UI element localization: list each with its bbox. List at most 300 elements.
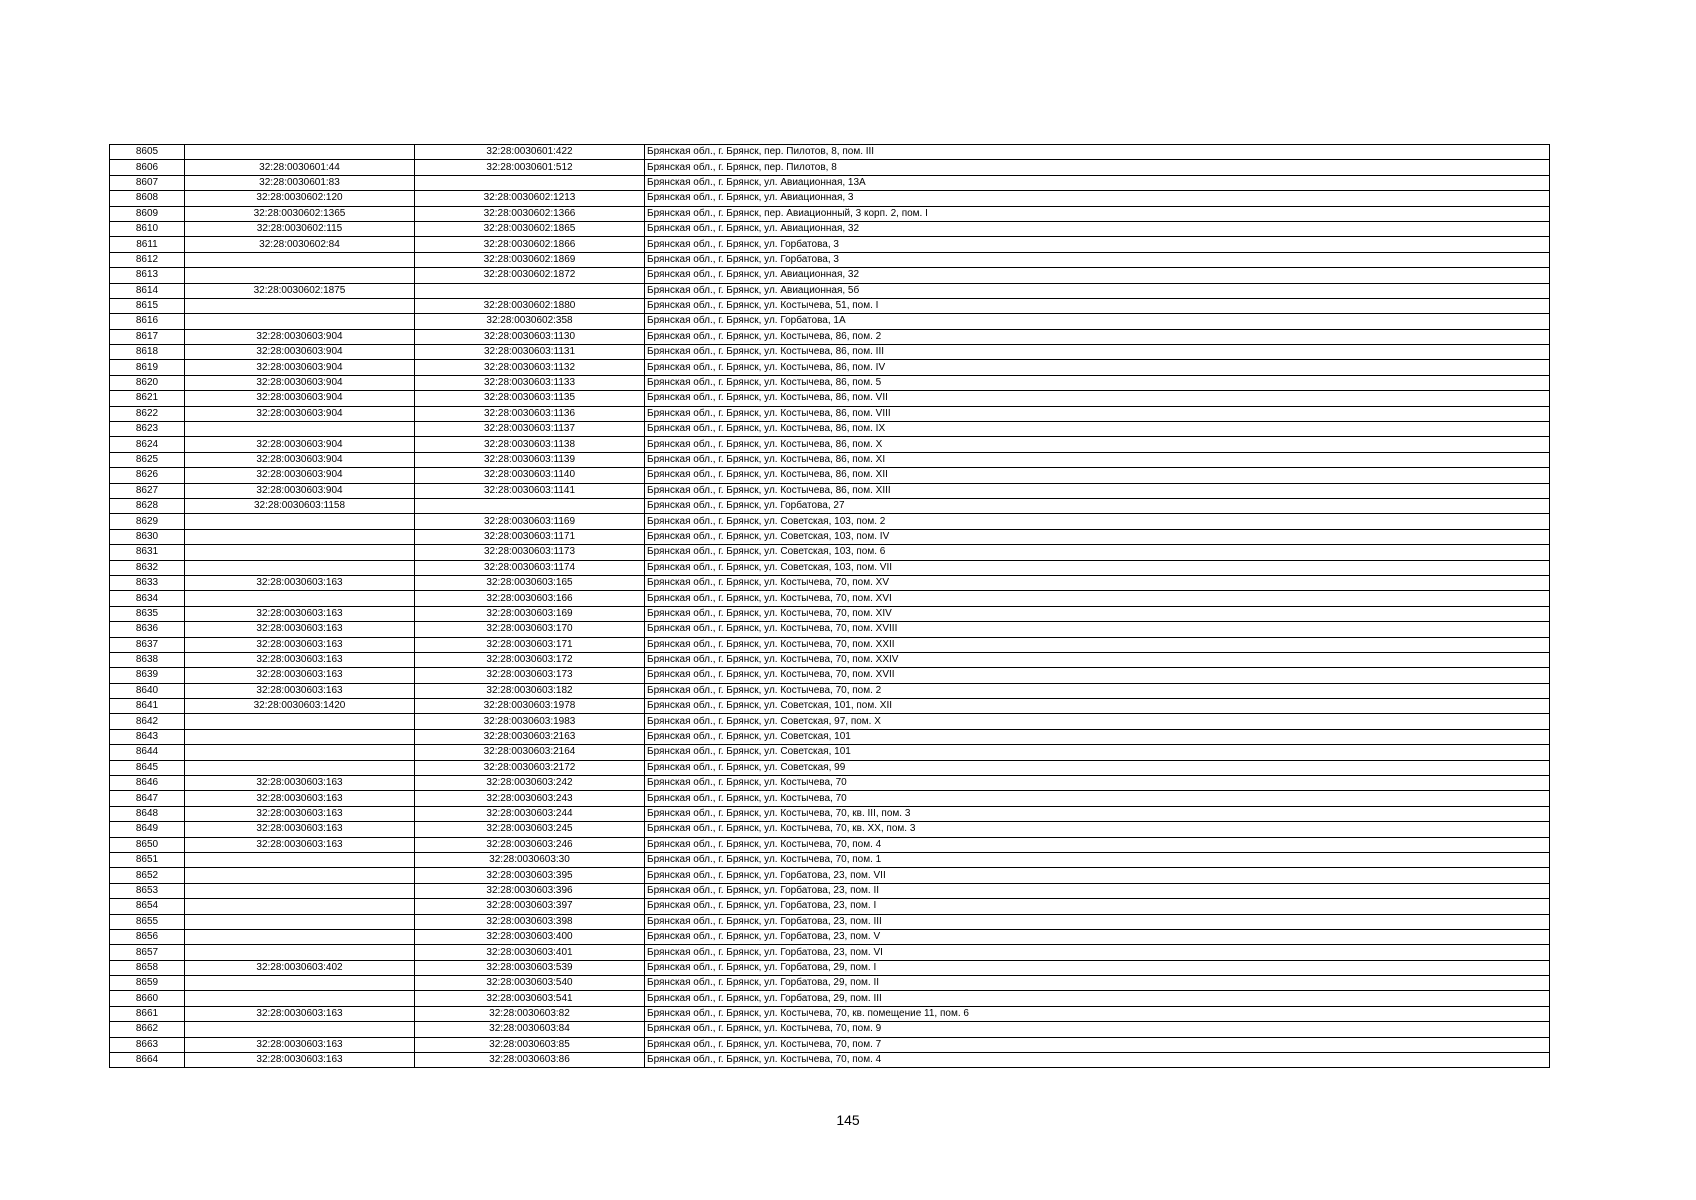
row-number-cell: 8619 xyxy=(110,360,185,375)
parent-cadastral-number-cell xyxy=(185,529,415,544)
cadastral-number-cell: 32:28:0030603:2164 xyxy=(415,745,645,760)
cadastral-number-cell xyxy=(415,498,645,513)
address-cell: Брянская обл., г. Брянск, ул. Горбатова, 23, пом. VII xyxy=(645,868,1550,883)
address-cell: Брянская обл., г. Брянск, ул. Костычева, 86, пом. IX xyxy=(645,422,1550,437)
row-number-cell: 8658 xyxy=(110,960,185,975)
address-cell: Брянская обл., г. Брянск, ул. Костычева, 86, пом. XIII xyxy=(645,483,1550,498)
row-number-cell: 8611 xyxy=(110,237,185,252)
parent-cadastral-number-cell xyxy=(185,991,415,1006)
parent-cadastral-number-cell: 32:28:0030603:904 xyxy=(185,345,415,360)
parent-cadastral-number-cell: 32:28:0030603:904 xyxy=(185,437,415,452)
table-row xyxy=(110,745,1550,760)
cadastral-number-cell: 32:28:0030602:1880 xyxy=(415,298,645,313)
row-number-cell: 8640 xyxy=(110,683,185,698)
row-number-cell: 8625 xyxy=(110,452,185,467)
parent-cadastral-number-cell xyxy=(185,745,415,760)
table-row xyxy=(110,345,1550,360)
table-row xyxy=(110,1037,1550,1052)
row-number-cell: 8643 xyxy=(110,729,185,744)
address-cell: Брянская обл., г. Брянск, ул. Костычева, 86, пом. XI xyxy=(645,452,1550,467)
row-number-cell: 8648 xyxy=(110,806,185,821)
row-number-cell: 8644 xyxy=(110,745,185,760)
address-cell: Брянская обл., г. Брянск, ул. Костычева, 70, пом. 1 xyxy=(645,852,1550,867)
cadastral-number-cell: 32:28:0030603:245 xyxy=(415,822,645,837)
cadastral-number-cell: 32:28:0030601:422 xyxy=(415,145,645,160)
cadastral-number-cell xyxy=(415,175,645,190)
parent-cadastral-number-cell xyxy=(185,976,415,991)
address-cell: Брянская обл., г. Брянск, ул. Авиационная, 3 xyxy=(645,191,1550,206)
parent-cadastral-number-cell: 32:28:0030603:163 xyxy=(185,776,415,791)
table-row xyxy=(110,422,1550,437)
table-row xyxy=(110,483,1550,498)
table-row xyxy=(110,945,1550,960)
address-cell: Брянская обл., г. Брянск, ул. Костычева, 70, пом. XXIV xyxy=(645,652,1550,667)
cadastral-number-cell: 32:28:0030603:172 xyxy=(415,652,645,667)
table-row xyxy=(110,868,1550,883)
address-cell: Брянская обл., г. Брянск, ул. Советская, 103, пом. VII xyxy=(645,560,1550,575)
cadastral-number-cell: 32:28:0030603:85 xyxy=(415,1037,645,1052)
cadastral-number-cell: 32:28:0030603:1137 xyxy=(415,422,645,437)
row-number-cell: 8626 xyxy=(110,468,185,483)
address-cell: Брянская обл., г. Брянск, ул. Советская, 101 xyxy=(645,745,1550,760)
cadastral-number-cell: 32:28:0030603:1139 xyxy=(415,452,645,467)
row-number-cell: 8660 xyxy=(110,991,185,1006)
parent-cadastral-number-cell: 32:28:0030603:163 xyxy=(185,1037,415,1052)
row-number-cell: 8649 xyxy=(110,822,185,837)
address-cell: Брянская обл., г. Брянск, ул. Костычева, 70, пом. XXII xyxy=(645,637,1550,652)
row-number-cell: 8639 xyxy=(110,668,185,683)
row-number-cell: 8635 xyxy=(110,606,185,621)
table-row xyxy=(110,976,1550,991)
parent-cadastral-number-cell: 32:28:0030603:163 xyxy=(185,837,415,852)
cadastral-number-cell: 32:28:0030603:540 xyxy=(415,976,645,991)
parent-cadastral-number-cell: 32:28:0030603:904 xyxy=(185,329,415,344)
table-row xyxy=(110,160,1550,175)
row-number-cell: 8617 xyxy=(110,329,185,344)
parent-cadastral-number-cell: 32:28:0030601:44 xyxy=(185,160,415,175)
table-row xyxy=(110,406,1550,421)
table-row xyxy=(110,145,1550,160)
table-row xyxy=(110,899,1550,914)
table-body xyxy=(110,145,1550,1068)
row-number-cell: 8654 xyxy=(110,899,185,914)
cadastral-number-cell: 32:28:0030603:30 xyxy=(415,852,645,867)
table-row xyxy=(110,575,1550,590)
row-number-cell: 8622 xyxy=(110,406,185,421)
cadastral-number-cell: 32:28:0030603:1136 xyxy=(415,406,645,421)
address-cell: Брянская обл., г. Брянск, ул. Костычева, 70, пом. XIV xyxy=(645,606,1550,621)
table-row xyxy=(110,529,1550,544)
table-row xyxy=(110,375,1550,390)
table-row xyxy=(110,822,1550,837)
address-cell: Брянская обл., г. Брянск, ул. Костычева, 70, пом. 4 xyxy=(645,1053,1550,1068)
cadastral-number-cell: 32:28:0030603:1131 xyxy=(415,345,645,360)
cadastral-number-cell: 32:28:0030603:84 xyxy=(415,1022,645,1037)
parent-cadastral-number-cell: 32:28:0030603:904 xyxy=(185,468,415,483)
cadastral-number-cell: 32:28:0030603:539 xyxy=(415,960,645,975)
row-number-cell: 8621 xyxy=(110,391,185,406)
cadastral-number-cell: 32:28:0030603:395 xyxy=(415,868,645,883)
parent-cadastral-number-cell xyxy=(185,560,415,575)
address-cell: Брянская обл., г. Брянск, ул. Горбатова, 27 xyxy=(645,498,1550,513)
parent-cadastral-number-cell xyxy=(185,514,415,529)
row-number-cell: 8633 xyxy=(110,575,185,590)
cadastral-number-cell: 32:28:0030603:541 xyxy=(415,991,645,1006)
parent-cadastral-number-cell: 32:28:0030603:904 xyxy=(185,360,415,375)
row-number-cell: 8630 xyxy=(110,529,185,544)
registry-table xyxy=(109,144,1550,1068)
parent-cadastral-number-cell xyxy=(185,868,415,883)
table-row xyxy=(110,699,1550,714)
table-row xyxy=(110,206,1550,221)
cadastral-number-cell: 32:28:0030603:396 xyxy=(415,883,645,898)
table-row xyxy=(110,1053,1550,1068)
cadastral-number-cell: 32:28:0030603:243 xyxy=(415,791,645,806)
address-cell: Брянская обл., г. Брянск, ул. Костычева, 70, пом. 7 xyxy=(645,1037,1550,1052)
cadastral-number-cell: 32:28:0030603:1132 xyxy=(415,360,645,375)
cadastral-number-cell: 32:28:0030603:1135 xyxy=(415,391,645,406)
row-number-cell: 8645 xyxy=(110,760,185,775)
cadastral-number-cell: 32:28:0030602:1869 xyxy=(415,252,645,267)
address-cell: Брянская обл., г. Брянск, ул. Костычева, 86, пом. X xyxy=(645,437,1550,452)
parent-cadastral-number-cell: 32:28:0030603:1420 xyxy=(185,699,415,714)
parent-cadastral-number-cell xyxy=(185,252,415,267)
row-number-cell: 8615 xyxy=(110,298,185,313)
row-number-cell: 8616 xyxy=(110,314,185,329)
table-row xyxy=(110,729,1550,744)
parent-cadastral-number-cell: 32:28:0030603:904 xyxy=(185,452,415,467)
cadastral-number-cell: 32:28:0030603:169 xyxy=(415,606,645,621)
address-cell: Брянская обл., г. Брянск, ул. Горбатова, 3 xyxy=(645,252,1550,267)
address-cell: Брянская обл., г. Брянск, ул. Костычева, 86, пом. XII xyxy=(645,468,1550,483)
row-number-cell: 8646 xyxy=(110,776,185,791)
parent-cadastral-number-cell: 32:28:0030603:163 xyxy=(185,806,415,821)
row-number-cell: 8627 xyxy=(110,483,185,498)
table-row xyxy=(110,914,1550,929)
row-number-cell: 8607 xyxy=(110,175,185,190)
address-cell: Брянская обл., г. Брянск, ул. Горбатова, 3 xyxy=(645,237,1550,252)
parent-cadastral-number-cell: 32:28:0030603:163 xyxy=(185,606,415,621)
row-number-cell: 8652 xyxy=(110,868,185,883)
address-cell: Брянская обл., г. Брянск, ул. Горбатова, 29, пом. II xyxy=(645,976,1550,991)
row-number-cell: 8632 xyxy=(110,560,185,575)
parent-cadastral-number-cell: 32:28:0030603:163 xyxy=(185,791,415,806)
parent-cadastral-number-cell xyxy=(185,760,415,775)
table-row xyxy=(110,268,1550,283)
table-row xyxy=(110,714,1550,729)
table-row xyxy=(110,776,1550,791)
address-cell: Брянская обл., г. Брянск, ул. Костычева, 70 xyxy=(645,791,1550,806)
address-cell: Брянская обл., г. Брянск, ул. Костычева, 70, пом. XV xyxy=(645,575,1550,590)
table-row xyxy=(110,498,1550,513)
table-row xyxy=(110,175,1550,190)
table-row xyxy=(110,960,1550,975)
parent-cadastral-number-cell xyxy=(185,314,415,329)
address-cell: Брянская обл., г. Брянск, ул. Авиационная, 5б xyxy=(645,283,1550,298)
table-row xyxy=(110,560,1550,575)
cadastral-number-cell: 32:28:0030603:398 xyxy=(415,914,645,929)
cadastral-number-cell: 32:28:0030603:166 xyxy=(415,591,645,606)
cadastral-number-cell: 32:28:0030603:171 xyxy=(415,637,645,652)
table-row xyxy=(110,883,1550,898)
cadastral-number-cell: 32:28:0030603:1138 xyxy=(415,437,645,452)
table-row xyxy=(110,806,1550,821)
address-cell: Брянская обл., г. Брянск, ул. Советская, 103, пом. IV xyxy=(645,529,1550,544)
parent-cadastral-number-cell: 32:28:0030602:120 xyxy=(185,191,415,206)
address-cell: Брянская обл., г. Брянск, ул. Костычева, 70, пом. 4 xyxy=(645,837,1550,852)
row-number-cell: 8609 xyxy=(110,206,185,221)
address-cell: Брянская обл., г. Брянск, ул. Горбатова, 29, пом. I xyxy=(645,960,1550,975)
address-cell: Брянская обл., г. Брянск, ул. Костычева, 70, пом. 2 xyxy=(645,683,1550,698)
address-cell: Брянская обл., г. Брянск, ул. Костычева, 86, пом. VII xyxy=(645,391,1550,406)
row-number-cell: 8662 xyxy=(110,1022,185,1037)
cadastral-number-cell: 32:28:0030603:1173 xyxy=(415,545,645,560)
cadastral-number-cell: 32:28:0030603:1171 xyxy=(415,529,645,544)
table-row xyxy=(110,514,1550,529)
parent-cadastral-number-cell: 32:28:0030602:1875 xyxy=(185,283,415,298)
cadastral-number-cell: 32:28:0030603:246 xyxy=(415,837,645,852)
parent-cadastral-number-cell: 32:28:0030603:402 xyxy=(185,960,415,975)
table-row xyxy=(110,391,1550,406)
address-cell: Брянская обл., г. Брянск, ул. Советская, 101, пом. XII xyxy=(645,699,1550,714)
row-number-cell: 8655 xyxy=(110,914,185,929)
parent-cadastral-number-cell xyxy=(185,268,415,283)
row-number-cell: 8612 xyxy=(110,252,185,267)
parent-cadastral-number-cell: 32:28:0030603:1158 xyxy=(185,498,415,513)
address-cell: Брянская обл., г. Брянск, ул. Горбатова, 1А xyxy=(645,314,1550,329)
row-number-cell: 8608 xyxy=(110,191,185,206)
table-row xyxy=(110,622,1550,637)
table-row xyxy=(110,637,1550,652)
page-number: 145 xyxy=(836,1112,860,1128)
parent-cadastral-number-cell xyxy=(185,422,415,437)
cadastral-number-cell: 32:28:0030603:401 xyxy=(415,945,645,960)
parent-cadastral-number-cell: 32:28:0030603:904 xyxy=(185,391,415,406)
cadastral-number-cell: 32:28:0030602:1866 xyxy=(415,237,645,252)
cadastral-number-cell: 32:28:0030603:2163 xyxy=(415,729,645,744)
cadastral-number-cell: 32:28:0030603:86 xyxy=(415,1053,645,1068)
row-number-cell: 8638 xyxy=(110,652,185,667)
table-row xyxy=(110,991,1550,1006)
cadastral-number-cell: 32:28:0030603:165 xyxy=(415,575,645,590)
table-row xyxy=(110,606,1550,621)
address-cell: Брянская обл., г. Брянск, ул. Костычева, 70, пом. XVIII xyxy=(645,622,1550,637)
row-number-cell: 8641 xyxy=(110,699,185,714)
cadastral-number-cell: 32:28:0030603:182 xyxy=(415,683,645,698)
parent-cadastral-number-cell xyxy=(185,883,415,898)
cadastral-number-cell: 32:28:0030603:397 xyxy=(415,899,645,914)
parent-cadastral-number-cell xyxy=(185,298,415,313)
cadastral-number-cell: 32:28:0030602:1366 xyxy=(415,206,645,221)
row-number-cell: 8651 xyxy=(110,852,185,867)
parent-cadastral-number-cell xyxy=(185,899,415,914)
parent-cadastral-number-cell: 32:28:0030603:163 xyxy=(185,1006,415,1021)
cadastral-number-cell: 32:28:0030603:1133 xyxy=(415,375,645,390)
parent-cadastral-number-cell: 32:28:0030603:163 xyxy=(185,575,415,590)
table-row xyxy=(110,237,1550,252)
table-row xyxy=(110,760,1550,775)
address-cell: Брянская обл., г. Брянск, ул. Костычева, 70, кв. III, пом. 3 xyxy=(645,806,1550,821)
parent-cadastral-number-cell: 32:28:0030603:904 xyxy=(185,483,415,498)
address-cell: Брянская обл., г. Брянск, ул. Костычева, 70, пом. XVII xyxy=(645,668,1550,683)
row-number-cell: 8606 xyxy=(110,160,185,175)
cadastral-number-cell: 32:28:0030603:82 xyxy=(415,1006,645,1021)
parent-cadastral-number-cell xyxy=(185,1022,415,1037)
parent-cadastral-number-cell: 32:28:0030603:163 xyxy=(185,652,415,667)
row-number-cell: 8642 xyxy=(110,714,185,729)
address-cell: Брянская обл., г. Брянск, ул. Советская, 103, пом. 2 xyxy=(645,514,1550,529)
row-number-cell: 8659 xyxy=(110,976,185,991)
cadastral-number-cell: 32:28:0030601:512 xyxy=(415,160,645,175)
parent-cadastral-number-cell: 32:28:0030602:1365 xyxy=(185,206,415,221)
cadastral-number-cell: 32:28:0030603:400 xyxy=(415,929,645,944)
table-row xyxy=(110,545,1550,560)
row-number-cell: 8653 xyxy=(110,883,185,898)
cadastral-number-cell: 32:28:0030603:1141 xyxy=(415,483,645,498)
row-number-cell: 8629 xyxy=(110,514,185,529)
parent-cadastral-number-cell: 32:28:0030601:83 xyxy=(185,175,415,190)
address-cell: Брянская обл., г. Брянск, ул. Горбатова, 23, пом. VI xyxy=(645,945,1550,960)
parent-cadastral-number-cell xyxy=(185,145,415,160)
address-cell: Брянская обл., г. Брянск, ул. Костычева, 70, кв. XX, пом. 3 xyxy=(645,822,1550,837)
cadastral-number-cell: 32:28:0030602:1872 xyxy=(415,268,645,283)
table-row xyxy=(110,652,1550,667)
table-row xyxy=(110,221,1550,236)
cadastral-number-cell: 32:28:0030603:242 xyxy=(415,776,645,791)
cadastral-number-cell: 32:28:0030603:1983 xyxy=(415,714,645,729)
table-row xyxy=(110,283,1550,298)
parent-cadastral-number-cell xyxy=(185,729,415,744)
address-cell: Брянская обл., г. Брянск, ул. Костычева, 86, пом. VIII xyxy=(645,406,1550,421)
parent-cadastral-number-cell: 32:28:0030603:904 xyxy=(185,406,415,421)
row-number-cell: 8618 xyxy=(110,345,185,360)
table-row xyxy=(110,298,1550,313)
parent-cadastral-number-cell: 32:28:0030603:163 xyxy=(185,683,415,698)
row-number-cell: 8634 xyxy=(110,591,185,606)
table-row xyxy=(110,791,1550,806)
address-cell: Брянская обл., г. Брянск, ул. Советская, 99 xyxy=(645,760,1550,775)
row-number-cell: 8620 xyxy=(110,375,185,390)
cadastral-number-cell: 32:28:0030602:358 xyxy=(415,314,645,329)
table-row xyxy=(110,591,1550,606)
table-row xyxy=(110,360,1550,375)
address-cell: Брянская обл., г. Брянск, ул. Костычева, 70, пом. XVI xyxy=(645,591,1550,606)
parent-cadastral-number-cell: 32:28:0030603:163 xyxy=(185,622,415,637)
cadastral-number-cell: 32:28:0030603:173 xyxy=(415,668,645,683)
cadastral-number-cell: 32:28:0030603:170 xyxy=(415,622,645,637)
table-row xyxy=(110,1006,1550,1021)
cadastral-number-cell: 32:28:0030603:1169 xyxy=(415,514,645,529)
parent-cadastral-number-cell xyxy=(185,714,415,729)
table-row xyxy=(110,314,1550,329)
row-number-cell: 8656 xyxy=(110,929,185,944)
table-row xyxy=(110,191,1550,206)
parent-cadastral-number-cell xyxy=(185,545,415,560)
parent-cadastral-number-cell xyxy=(185,852,415,867)
table-row xyxy=(110,668,1550,683)
parent-cadastral-number-cell xyxy=(185,945,415,960)
address-cell: Брянская обл., г. Брянск, ул. Костычева, 51, пом. I xyxy=(645,298,1550,313)
cadastral-number-cell xyxy=(415,283,645,298)
row-number-cell: 8631 xyxy=(110,545,185,560)
table-row xyxy=(110,852,1550,867)
parent-cadastral-number-cell xyxy=(185,929,415,944)
parent-cadastral-number-cell: 32:28:0030603:163 xyxy=(185,637,415,652)
row-number-cell: 8624 xyxy=(110,437,185,452)
address-cell: Брянская обл., г. Брянск, ул. Горбатова, 23, пом. V xyxy=(645,929,1550,944)
cadastral-number-cell: 32:28:0030603:1140 xyxy=(415,468,645,483)
address-cell: Брянская обл., г. Брянск, ул. Костычева, 70 xyxy=(645,776,1550,791)
row-number-cell: 8647 xyxy=(110,791,185,806)
row-number-cell: 8614 xyxy=(110,283,185,298)
table-row xyxy=(110,683,1550,698)
row-number-cell: 8636 xyxy=(110,622,185,637)
address-cell: Брянская обл., г. Брянск, ул. Костычева, 70, кв. помещение 11, пом. 6 xyxy=(645,1006,1550,1021)
row-number-cell: 8663 xyxy=(110,1037,185,1052)
cadastral-number-cell: 32:28:0030603:244 xyxy=(415,806,645,821)
table-row xyxy=(110,929,1550,944)
cadastral-number-cell: 32:28:0030603:1174 xyxy=(415,560,645,575)
row-number-cell: 8623 xyxy=(110,422,185,437)
row-number-cell: 8657 xyxy=(110,945,185,960)
address-cell: Брянская обл., г. Брянск, пер. Пилотов, 8 xyxy=(645,160,1550,175)
address-cell: Брянская обл., г. Брянск, ул. Костычева, 86, пом. 2 xyxy=(645,329,1550,344)
table-row xyxy=(110,452,1550,467)
cadastral-number-cell: 32:28:0030602:1213 xyxy=(415,191,645,206)
parent-cadastral-number-cell: 32:28:0030602:84 xyxy=(185,237,415,252)
address-cell: Брянская обл., г. Брянск, ул. Советская, 103, пом. 6 xyxy=(645,545,1550,560)
cadastral-number-cell: 32:28:0030603:2172 xyxy=(415,760,645,775)
table-row xyxy=(110,837,1550,852)
table-row xyxy=(110,468,1550,483)
address-cell: Брянская обл., г. Брянск, ул. Костычева, 86, пом. IV xyxy=(645,360,1550,375)
parent-cadastral-number-cell: 32:28:0030602:115 xyxy=(185,221,415,236)
address-cell: Брянская обл., г. Брянск, ул. Авиационная, 32 xyxy=(645,221,1550,236)
table-row xyxy=(110,329,1550,344)
cadastral-number-cell: 32:28:0030603:1130 xyxy=(415,329,645,344)
row-number-cell: 8628 xyxy=(110,498,185,513)
row-number-cell: 8613 xyxy=(110,268,185,283)
parent-cadastral-number-cell: 32:28:0030603:163 xyxy=(185,668,415,683)
cadastral-number-cell: 32:28:0030602:1865 xyxy=(415,221,645,236)
cadastral-number-cell: 32:28:0030603:1978 xyxy=(415,699,645,714)
row-number-cell: 8637 xyxy=(110,637,185,652)
parent-cadastral-number-cell: 32:28:0030603:163 xyxy=(185,822,415,837)
row-number-cell: 8664 xyxy=(110,1053,185,1068)
address-cell: Брянская обл., г. Брянск, ул. Горбатова, 23, пом. III xyxy=(645,914,1550,929)
parent-cadastral-number-cell: 32:28:0030603:904 xyxy=(185,375,415,390)
row-number-cell: 8650 xyxy=(110,837,185,852)
address-cell: Брянская обл., г. Брянск, ул. Авиационная, 32 xyxy=(645,268,1550,283)
address-cell: Брянская обл., г. Брянск, ул. Горбатова, 23, пом. II xyxy=(645,883,1550,898)
address-cell: Брянская обл., г. Брянск, ул. Советская, 97, пом. X xyxy=(645,714,1550,729)
address-cell: Брянская обл., г. Брянск, ул. Советская, 101 xyxy=(645,729,1550,744)
address-cell: Брянская обл., г. Брянск, ул. Костычева, 86, пом. 5 xyxy=(645,375,1550,390)
parent-cadastral-number-cell xyxy=(185,591,415,606)
table-row xyxy=(110,1022,1550,1037)
address-cell: Брянская обл., г. Брянск, ул. Горбатова, 29, пом. III xyxy=(645,991,1550,1006)
row-number-cell: 8605 xyxy=(110,145,185,160)
address-cell: Брянская обл., г. Брянск, ул. Горбатова, 23, пом. I xyxy=(645,899,1550,914)
address-cell: Брянская обл., г. Брянск, ул. Авиационная, 13А xyxy=(645,175,1550,190)
parent-cadastral-number-cell xyxy=(185,914,415,929)
address-cell: Брянская обл., г. Брянск, ул. Костычева, 86, пом. III xyxy=(645,345,1550,360)
row-number-cell: 8610 xyxy=(110,221,185,236)
row-number-cell: 8661 xyxy=(110,1006,185,1021)
table-row xyxy=(110,252,1550,267)
table-row xyxy=(110,437,1550,452)
address-cell: Брянская обл., г. Брянск, ул. Костычева, 70, пом. 9 xyxy=(645,1022,1550,1037)
